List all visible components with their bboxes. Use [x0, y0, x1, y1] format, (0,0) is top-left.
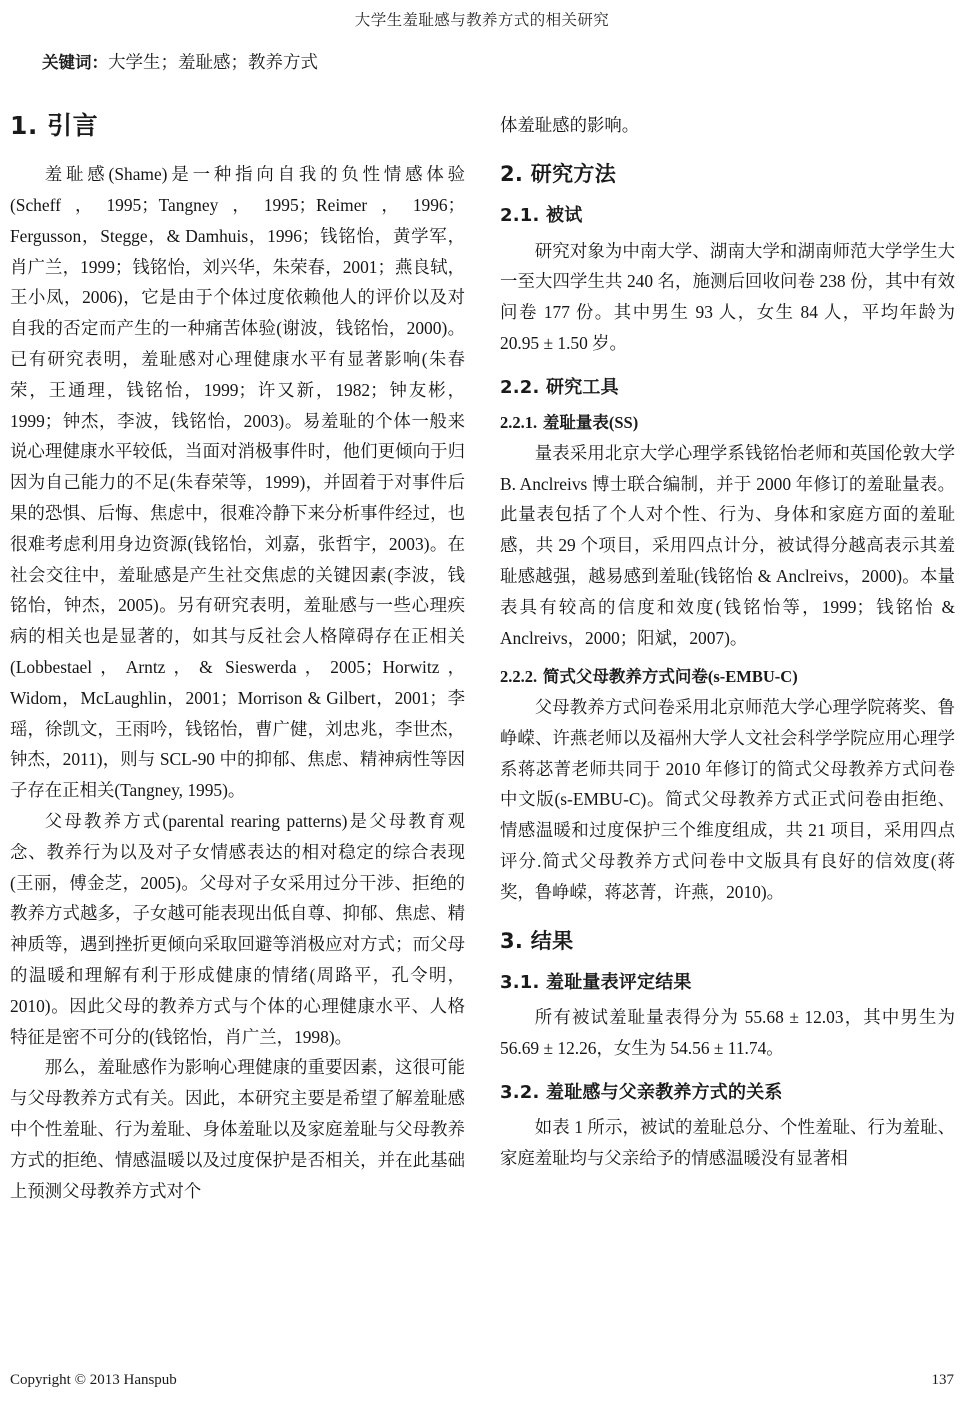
heading-shame-scale-title: 羞耻量表 [542, 413, 609, 433]
heading-shame-father-relation: 3.2. 羞耻感与父亲教养方式的关系 [500, 1081, 783, 1103]
paragraph-shame-scale-results: 所有被试羞耻量表得分为 55.68 ± 12.03，其中男生为 56.69 ± 12.26，女生为 54.56 ± 11.74。 [500, 1007, 955, 1059]
right-column [500, 110, 955, 1325]
left-column [10, 110, 465, 1325]
heading-embu-title: 简式父母教养方式问卷 [542, 667, 708, 687]
footer-copyright: Copyright © 2013 Hanspub [10, 1372, 177, 1388]
heading-embu-number: 2.2.2. [500, 667, 538, 687]
body-columns [0, 110, 964, 1325]
heading-shame-scale [500, 413, 955, 434]
paragraph-study-aim: 那么，羞耻感作为影响心理健康的重要因素，这很可能与父母教养方式有关。因此，本研究主要是希望了解羞耻感中个性羞耻、行为羞耻、身体羞耻以及家庭羞耻与父母教养方式的拒绝、情感温暖以及过度保护是否相关，并在此基础上预测父母教养方式对个 [10, 1057, 465, 1201]
paragraph-shame-definition: 羞耻感(Shame)是一种指向自我的负性情感体验(Scheff，1995；Tangney，1995；Reimer，1996；Fergusson，Stegge，& Damhuis，1996；钱铭怡，黄学军，肖广兰，1999；钱铭怡，刘兴华，朱荣春，2001；燕良轼，王小凤，2006)，它是由于个体过度依赖他人的评价以及对自我的否定而产生的一种痛苦体验(谢波，钱铭怡，2000)。已有研究表明，羞耻感对心理健康水平有显著影响(朱春荣，王通理，钱铭怡，1999；许又新，1982；钟友彬，1999；钟杰，李波，钱铭怡，2003)。易羞耻的个体一般来说心理健康水平较低，当面对消极事件时，他们更倾向于归因为自己能力的不足(朱春荣等，1999)，并固着于对事件后果的恐惧、后悔、焦虑中，很难冷静下来分析事件经过，也很难考虑利用身边资源(钱铭怡，刘嘉，张哲宇，2003)。在社会交往中，羞耻感是产生社交焦虑的关键因素(李波，钱铭怡，钟杰，2005)。另有研究表明，羞耻感与一些心理疾病的相关也是显著的，如其与反社会人格障碍存在正相关(Lobbestael，Arntz，& Sieswerda，2005；Horwitz，Widom，McLaughlin，2001；Morrison & Gilbert，2001；李瑶，徐凯文，王雨吟，钱铭怡，曹广健，刘忠兆，李世杰，钟杰，2011)，则与 SCL-90 中的抑郁、焦虑、精神病性等因子存在正相关(Tangney, 1995)。 [10, 164, 465, 801]
heading-results: 3. 结果 [500, 928, 574, 953]
heading-embu [500, 667, 955, 688]
running-header: 大学生羞耻感与教养方式的相关研究 [354, 11, 610, 29]
heading-methods: 2. 研究方法 [500, 161, 616, 186]
heading-shame-scale-abbr: (SS) [608, 413, 639, 433]
keywords-value: 大学生；羞耻感；教养方式 [108, 52, 318, 72]
heading-introduction: 1. 引言 [10, 111, 99, 140]
heading-embu-abbr: (s-EMBU-C) [707, 667, 798, 687]
heading-subjects: 2.1. 被试 [500, 205, 583, 227]
keywords-label: 关键词： [42, 53, 108, 72]
paragraph-embu: 父母教养方式问卷采用北京师范大学心理学院蒋奖、鲁峥嵘、许燕老师以及福州大学人文社会科学学院应用心理学系蒋苾菁老师共同于 2010 年修订的简式父母教养方式问卷中文版(s-EMBU-C)。简式父母教养方式正式问卷由拒绝、情感温暖和过度保护三个维度组成，共 21 项目，采用四点评分.简式父母教养方式问卷中文版具有良好的信效度(蒋奖，鲁峥嵘，蒋苾菁，许燕，2010)。 [500, 697, 955, 902]
page-footer [10, 1372, 954, 1394]
heading-shame-scale-number: 2.2.1. [500, 413, 538, 433]
paragraph-shame-father-relation: 如表 1 所示，被试的羞耻总分、个性羞耻、行为羞耻、家庭羞耻均与父亲给予的情感温暖没有显著相 [500, 1117, 955, 1169]
footer-page-number: 137 [931, 1372, 954, 1388]
heading-shame-scale-results: 3.1. 羞耻量表评定结果 [500, 971, 692, 993]
paragraph-continuation: 体羞耻感的影响。 [500, 115, 640, 135]
keywords-line [42, 50, 642, 75]
paragraph-shame-scale: 量表采用北京大学心理学系钱铭怡老师和英国伦敦大学 B. Anclreivs 博士联合编制，并于 2000 年修订的羞耻量表。此量表包括了个人对个性、行为、身体和家庭方面的羞耻感，共 29 个项目，采用四点计分，被试得分越高表示其羞耻感越强，越易感到羞耻(钱铭怡 & Anclreivs，2000)。本量表具有较高的信度和效度(钱铭怡等，1999；钱铭怡 & Anclreivs，2000；阳斌，2007)。 [500, 442, 955, 648]
heading-instruments: 2.2. 研究工具 [500, 376, 619, 398]
paragraph-subjects: 研究对象为中南大学、湖南大学和湖南师范大学学生大一至大四学生共 240 名，施测后回收问卷 238 份，其中有效问卷 177 份。其中男生 93 人，女生 84 人，平均年龄为 20.95 ± 1.50 岁。 [500, 240, 955, 353]
paragraph-rearing-patterns: 父母教养方式(parental rearing patterns)是父母教育观念、教养行为以及对子女情感表达的相对稳定的综合表现(王丽，傅金芝，2005)。父母对子女采用过分干涉、拒绝的教养方式越多，子女越可能表现出低自尊、抑郁、焦虑、精神质等，遇到挫折更倾向采取回避等消极应对方式；而父母的温暖和理解有利于形成健康的情绪(周路平，孔令明，2010)。因此父母的教养方式与个体的心理健康水平、人格特征是密不可分的(钱铭怡，肖广兰，1998)。 [10, 810, 465, 1047]
